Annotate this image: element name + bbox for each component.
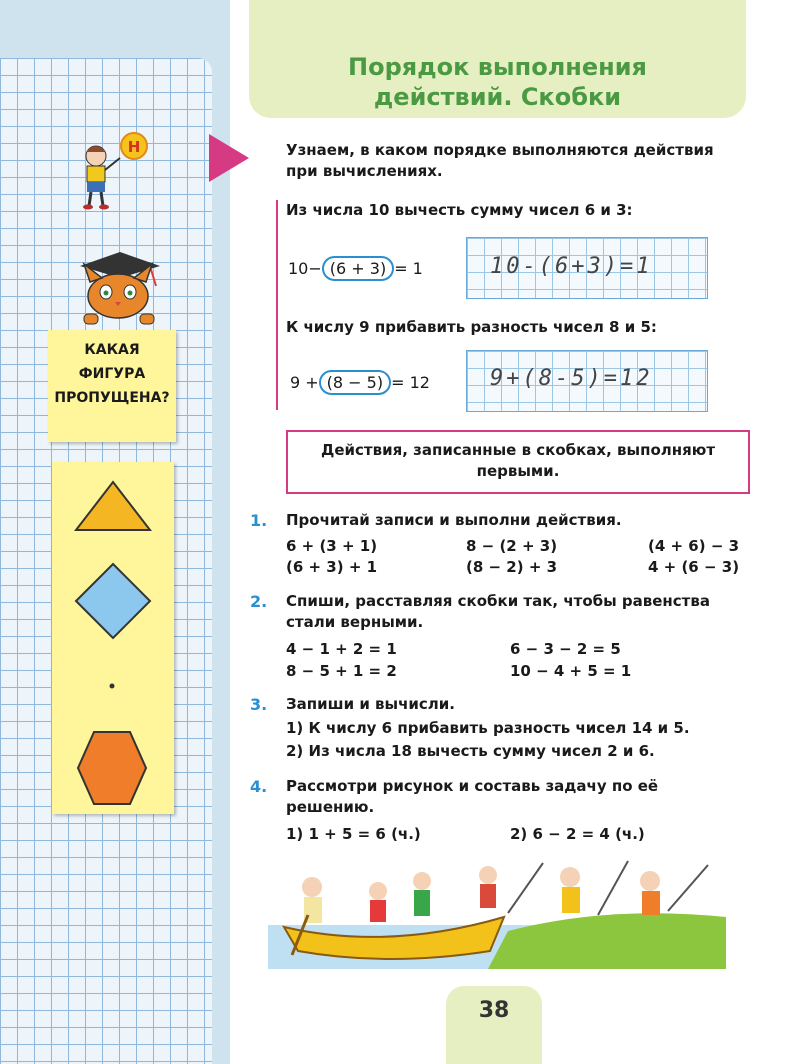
example1-expression bbox=[288, 256, 423, 281]
task1-number: 1. bbox=[250, 511, 268, 530]
example2-text: К числу 9 прибавить разность чисел 8 и 5: bbox=[286, 318, 657, 336]
task2-number: 2. bbox=[250, 592, 268, 611]
page-title bbox=[249, 52, 746, 112]
task4-number: 4. bbox=[250, 777, 268, 796]
example2-handwritten: 9+(8-5)=12 bbox=[490, 366, 653, 391]
question-line1: КАКАЯ bbox=[84, 342, 140, 358]
examples-divider bbox=[276, 200, 278, 410]
task1-expr-6: 4 + (6 − 3) bbox=[648, 558, 740, 576]
question-note bbox=[48, 330, 176, 442]
task1-text: Прочитай записи и выполни действия. bbox=[286, 511, 622, 529]
page-number: 38 bbox=[478, 998, 510, 1023]
hexagon-icon bbox=[76, 730, 148, 806]
intro-text bbox=[286, 140, 714, 182]
example1-paren-ring: (6 + 3) bbox=[322, 256, 394, 281]
cat-illustration bbox=[60, 252, 172, 336]
example1-expr-after: = 1 bbox=[394, 259, 423, 278]
example1-text: Из числа 10 вычесть сумму чисел 6 и 3: bbox=[286, 201, 633, 219]
rule-line1: Действия, записанные в скобках, выполняют bbox=[320, 441, 716, 459]
boat-illustration bbox=[268, 855, 726, 969]
rule-line2: первыми. bbox=[476, 462, 560, 480]
task4-text-line1: Рассмотри рисунок и составь задачу по её bbox=[286, 777, 659, 795]
task2-eq-4: 10 − 4 + 5 = 1 bbox=[510, 662, 632, 680]
task2-text bbox=[286, 591, 710, 633]
task3-text: Запиши и вычисли. bbox=[286, 695, 455, 713]
task1-expr-1: 6 + (3 + 1) bbox=[286, 537, 378, 555]
example1-expr-before: 10− bbox=[288, 259, 322, 278]
shapes-panel bbox=[52, 462, 174, 814]
task2-eq-3: 8 − 5 + 1 = 2 bbox=[286, 662, 397, 680]
pointer-arrow-icon bbox=[209, 134, 249, 182]
task2-eq-2: 6 − 3 − 2 = 5 bbox=[510, 640, 621, 658]
question-line2: ФИГУРА bbox=[78, 366, 146, 382]
example1-handwritten: 10-(6+3)=1 bbox=[490, 254, 653, 279]
task4-item-1: 1) 1 + 5 = 6 (ч.) bbox=[286, 825, 421, 843]
diamond-icon bbox=[74, 562, 152, 640]
task2-text-line2: стали верными. bbox=[286, 613, 424, 631]
title-line1: Порядок выполнения bbox=[348, 53, 647, 81]
question-line3: ПРОПУЩЕНА? bbox=[54, 390, 170, 406]
task2-eq-1: 4 − 1 + 2 = 1 bbox=[286, 640, 397, 658]
title-line2: действий. Скобки bbox=[373, 83, 622, 111]
task1-expr-2: 8 − (2 + 3) bbox=[466, 537, 558, 555]
example2-expr-after: = 12 bbox=[391, 373, 430, 392]
task4-item-2: 2) 6 − 2 = 4 (ч.) bbox=[510, 825, 645, 843]
boy-illustration bbox=[72, 128, 156, 212]
intro-line1: Узнаем, в каком порядке выполняются действия bbox=[286, 141, 714, 159]
dot bbox=[108, 682, 116, 690]
task3-number: 3. bbox=[250, 695, 268, 714]
intro-line2: при вычислениях. bbox=[286, 162, 443, 180]
task3-item-2: 2) Из числа 18 вычесть сумму чисел 2 и 6. bbox=[286, 742, 655, 760]
example2-expression bbox=[290, 370, 430, 395]
task1-expr-3: (4 + 6) − 3 bbox=[648, 537, 740, 555]
rule-box bbox=[286, 430, 750, 494]
task2-text-line1: Спиши, расставляя скобки так, чтобы равенства bbox=[286, 592, 710, 610]
example2-paren-ring: (8 − 5) bbox=[319, 370, 391, 395]
task4-text bbox=[286, 776, 658, 818]
task1-expr-4: (6 + 3) + 1 bbox=[286, 558, 378, 576]
task3-item-1: 1) К числу 6 прибавить разность чисел 14 и 5. bbox=[286, 719, 690, 737]
triangle-icon bbox=[74, 480, 152, 532]
example2-expr-before: 9 + bbox=[290, 373, 319, 392]
badge-letter: Н bbox=[127, 138, 141, 156]
task1-expr-5: (8 − 2) + 3 bbox=[466, 558, 558, 576]
task4-text-line2: решению. bbox=[286, 798, 375, 816]
